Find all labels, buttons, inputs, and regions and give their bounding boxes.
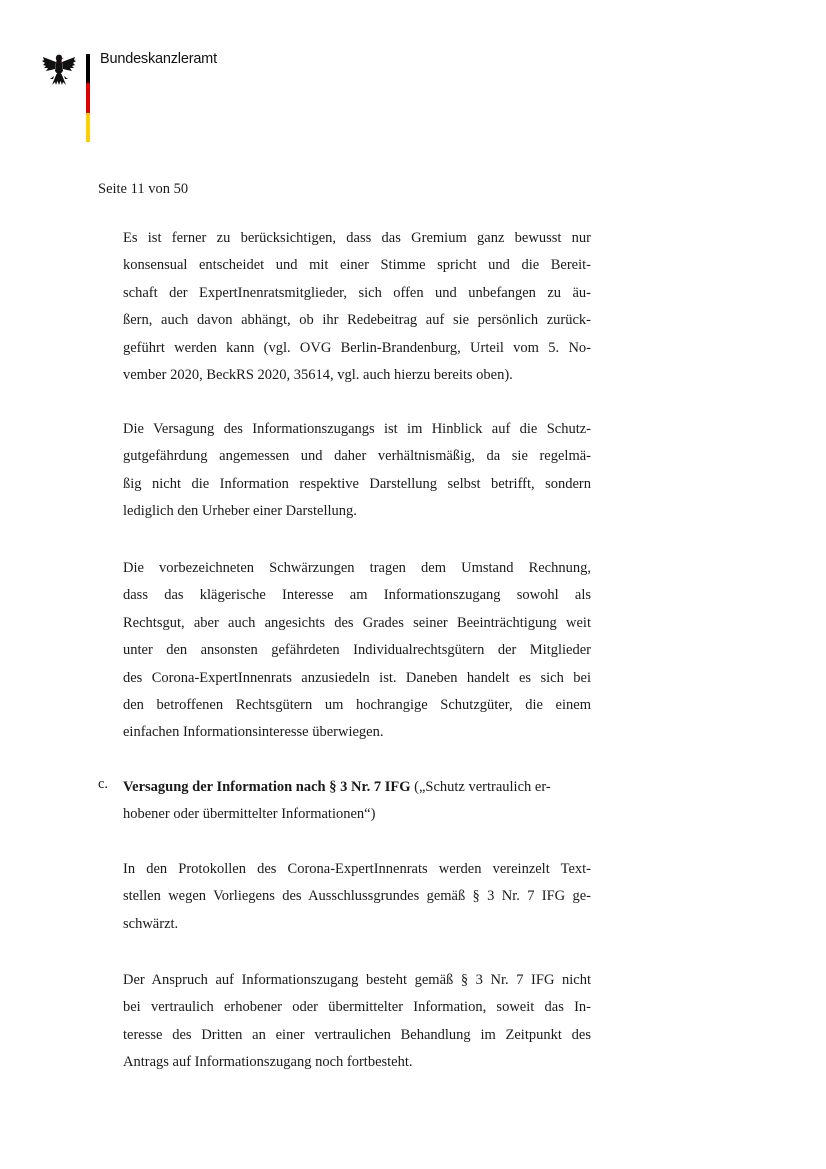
text-line: gutgefährdung angemessen und daher verhältnismäßig, da sie regelmä-	[123, 448, 591, 465]
text-line: konsensual entscheidet und mit einer Stimme spricht und die Bereit-	[123, 257, 591, 274]
organization-name: Bundeskanzleramt	[100, 51, 217, 67]
flag-stripe-gold	[86, 113, 90, 142]
text-line: Die Versagung des Informationszugangs ist im Hinblick auf die Schutz-	[123, 421, 591, 437]
federal-eagle-icon	[41, 52, 77, 86]
text-line: schaft der ExpertInenratsmitglieder, sich offen und unbefangen zu äu-	[123, 284, 591, 301]
text-line: ßern, auch davon abhängt, ob ihr Redebeitrag auf sie persönlich zurück-	[123, 312, 591, 329]
text-line: teresse des Dritten an einer vertraulichen Behandlung im Zeitpunkt des	[123, 1026, 591, 1043]
flag-bar	[86, 54, 90, 142]
text-line: dass das klägerische Interesse am Informationszugang sowohl als	[123, 587, 591, 604]
paragraph-1	[123, 225, 591, 389]
text-line: Antrags auf Informationszugang noch fortbesteht.	[123, 1054, 413, 1071]
text-line: bei vertraulich erhobener oder übermittelter Information, soweit das In-	[123, 999, 591, 1016]
text-line: des Corona-ExpertInnenrats anzusiedeln ist. Daneben handelt es sich bei	[123, 669, 591, 686]
page-number: Seite 11 von 50	[98, 181, 189, 197]
flag-stripe-black	[86, 54, 90, 83]
text-line: unter den ansonsten gefährdeten Individualrechtsgütern der Mitglieder	[123, 642, 591, 659]
text-line: Rechtsgut, aber auch angesichts des Grades seiner Beeinträchtigung weit	[123, 614, 591, 631]
heading-line: hobener oder übermittelter Informationen“)	[123, 806, 376, 823]
heading-normal-text: („Schutz vertraulich er-	[410, 779, 551, 795]
heading-line	[123, 774, 591, 801]
text-line: lediglich den Urheber einer Darstellung.	[123, 503, 357, 520]
text-line: geführt werden kann (vgl. OVG Berlin-Brandenburg, Urteil vom 5. No-	[123, 339, 591, 356]
flag-stripe-red	[86, 83, 90, 112]
text-line: einfachen Informationsinteresse überwiegen.	[123, 724, 384, 741]
text-line: stellen wegen Vorliegens des Ausschlussgrundes gemäß § 3 Nr. 7 IFG ge-	[123, 888, 591, 905]
text-line: Es ist ferner zu berücksichtigen, dass das Gremium ganz bewusst nur	[123, 230, 591, 246]
paragraph-5	[123, 967, 591, 1077]
paragraph-4	[123, 856, 591, 938]
text-line: schwärzt.	[123, 915, 179, 932]
list-marker-c: c.	[98, 776, 109, 792]
text-line: vember 2020, BeckRS 2020, 35614, vgl. auch hierzu bereits oben).	[123, 366, 513, 383]
paragraph-3	[123, 555, 591, 747]
section-c-heading	[123, 774, 591, 829]
heading-bold-text: Versagung der Information nach § 3 Nr. 7 IFG	[123, 779, 411, 795]
text-line: In den Protokollen des Corona-ExpertInnenrats werden vereinzelt Text-	[123, 861, 591, 877]
text-line: den betroffenen Rechtsgütern um hochrangige Schutzgüter, die einem	[123, 696, 591, 713]
text-line: Die vorbezeichneten Schwärzungen tragen dem Umstand Rechnung,	[123, 560, 591, 576]
paragraph-2	[123, 416, 591, 526]
text-line: Der Anspruch auf Informationszugang besteht gemäß § 3 Nr. 7 IFG nicht	[123, 972, 591, 988]
text-line: ßig nicht die Information respektive Darstellung selbst betrifft, sondern	[123, 475, 591, 492]
